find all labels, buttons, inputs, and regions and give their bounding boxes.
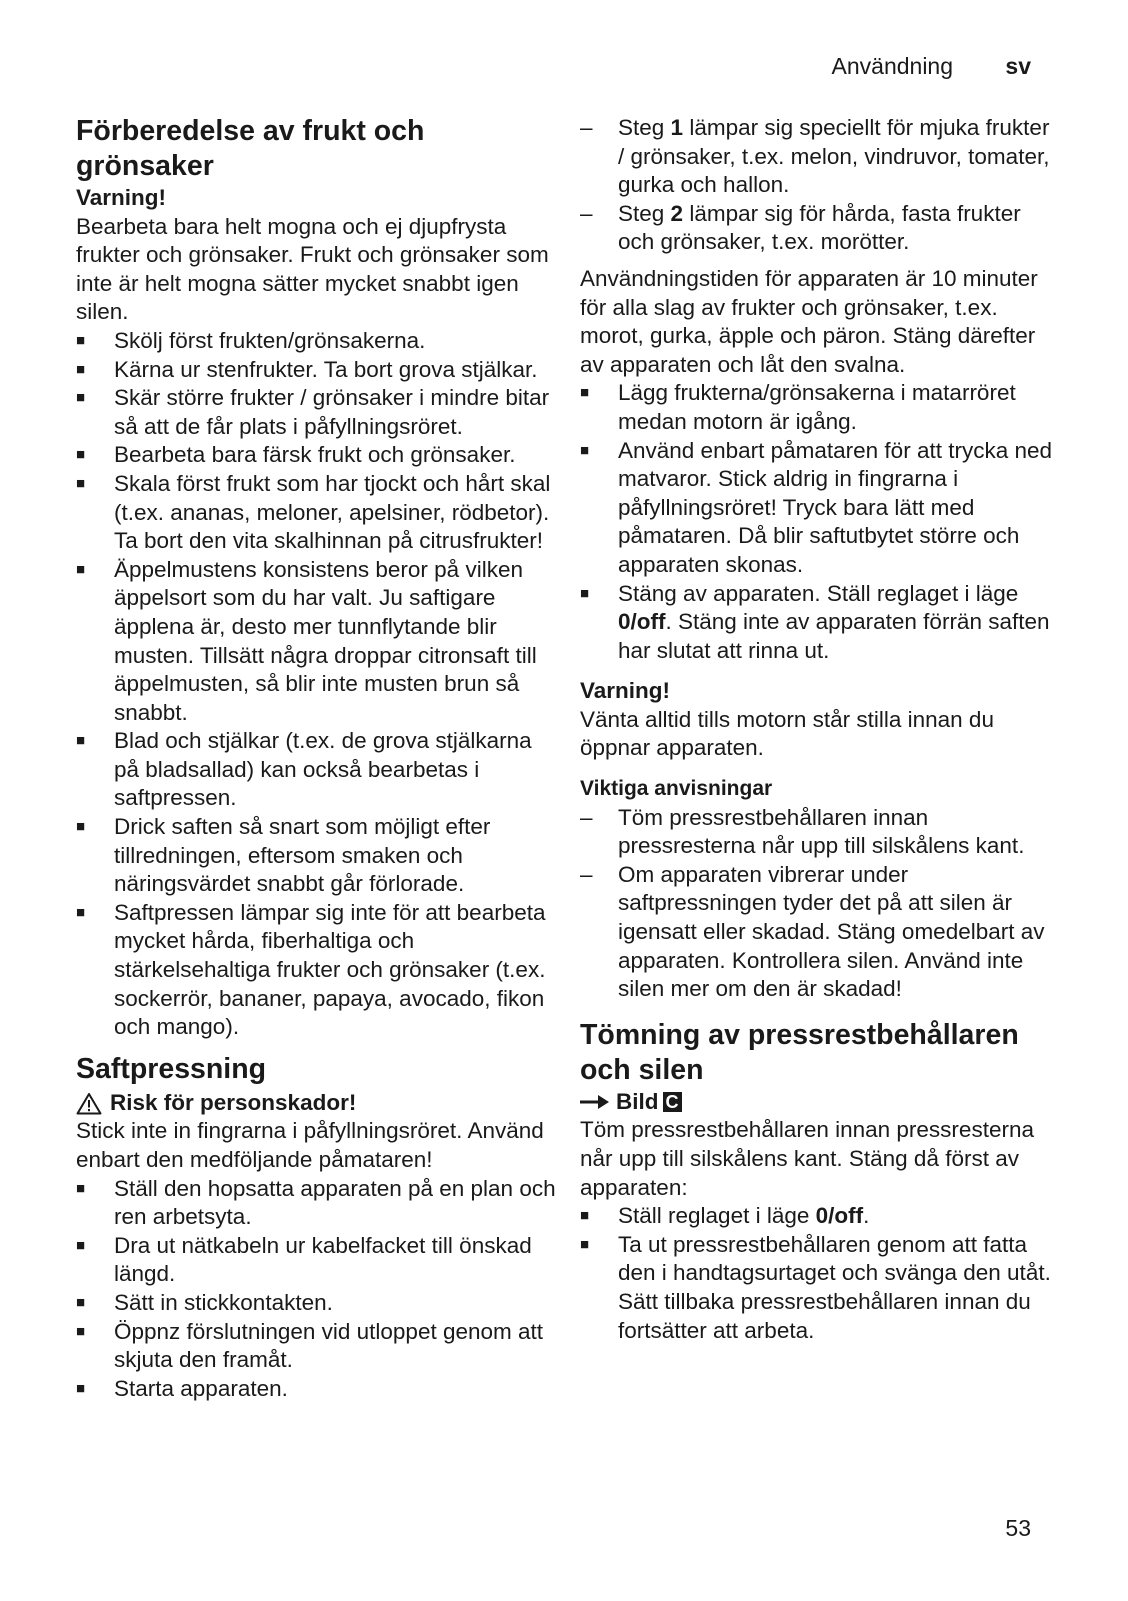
right-column [580, 114, 1055, 1345]
steg2-text-a: Steg [618, 200, 671, 226]
figure-label: Bild [616, 1088, 659, 1114]
empty-text: Töm pressrestbehållaren innan pressresterna når upp till silskålens kant. Stäng då först av apparaten: [580, 1117, 1034, 1200]
list-item: ■ Använd enbart påmataren för att trycka ned matvaror. Stick aldrig in fingrarna i påfyllningsröret! Tryck bara lätt med påmataren. Då blir saftutbytet större och apparaten skonas. [580, 437, 1055, 580]
list-item: ■ Äppelmustens konsistens beror på vilken äppelsort som du har valt. Ju saftigare äpplena är, desto mer tunnflytande blir musten. Tillsätt några droppar citronsaft till äppelmusten, så blir inte musten brun så snabbt. [76, 556, 556, 728]
list-item [580, 1202, 1055, 1231]
switch-text-a: Stäng av apparaten. Ställ reglaget i läge [618, 580, 1019, 606]
steg2-text-b: lämpar sig för hårda, fasta frukter och grönsaker, t.ex. morötter. [618, 200, 1021, 255]
list-item: – Töm pressrestbehållaren innan pressresterna når upp till silskålens kant. [580, 804, 1055, 861]
important-label: Viktiga anvisningar [580, 777, 773, 801]
steg1-text-b: lämpar sig speciellt för mjuka frukter / grönsaker, t.ex. melon, vindruvor, tomater, gurka och hallon. [618, 115, 1050, 198]
usage-warning-label: Varning! [580, 678, 671, 704]
usage-time-text: Användningstiden för apparaten är 10 minuter för alla slag av frukter och grönsaker, t.ex. morot, gurka, äpple och päron. Stäng därefter av apparaten och låt den svalna. [580, 265, 1038, 377]
switch-text-b: . Stäng inte av apparaten förrän saften har slutat att rinna ut. [618, 609, 1050, 663]
empty-heading: Tömning av pressrestbehållaren och silen [580, 1018, 1019, 1086]
prep-warning-text: Bearbeta bara helt mogna och ej djupfrysta frukter och grönsaker. Frukt och grönsaker som inte är helt mogna sätter mycket snabbt igen silen. [76, 213, 549, 325]
steg1-text-a: Steg [618, 115, 671, 140]
list-item: ■ Ställ den hopsatta apparaten på en plan och ren arbetsyta. [76, 1175, 556, 1232]
left-column [76, 114, 556, 1403]
header-section: Användning [831, 53, 954, 79]
arrow-right-icon [580, 1094, 610, 1110]
list-item: ■ Bearbeta bara färsk frukt och grönsaker. [76, 441, 556, 470]
list-item: ■ Starta apparaten. [76, 1375, 556, 1404]
list-item: – Om apparaten vibrerar under saftpressningen tyder det på att silen är igensatt eller skadad. Stäng omedelbart av apparaten. Kontrollera silen. Använd inte silen mer om den är skadad! [580, 861, 1055, 1004]
list-item: ■ Öppnz förslutningen vid utloppet genom att skjuta den framåt. [76, 1318, 556, 1375]
empty-switch-text-a: Ställ reglaget i läge [618, 1203, 816, 1229]
figure-reference [580, 1088, 1055, 1117]
list-item: ■ Kärna ur stenfrukter. Ta bort grova stjälkar. [76, 356, 556, 385]
warning-triangle-icon [76, 1092, 102, 1115]
hazard-text: Stick inte in fingrarna i påfyllningsröret. Använd enbart den medföljande påmataren! [76, 1118, 544, 1172]
empty-switch-position: 0/off [815, 1203, 864, 1229]
important-list [580, 804, 1055, 1004]
list-item: ■ Ta ut pressrestbehållaren genom att fatta den i handtagsurtaget och svänga den utåt. Sätt tillbaka pressrestbehållaren innan du fortsätter att arbeta. [580, 1231, 1055, 1345]
empty-switch-text-b: . [863, 1203, 870, 1229]
saft-list [76, 1175, 556, 1404]
prep-heading: Förberedelse av frukt och grönsaker [76, 115, 425, 182]
list-item: ■ Blad och stjälkar (t.ex. de grova stjälkarna på bladsallad) kan också bearbetas i saftpressen. [76, 727, 556, 813]
list-item: ■ Dra ut nätkabeln ur kabelfacket till önskad längd. [76, 1232, 556, 1289]
list-item: ■ Skala först frukt som har tjockt och hårt skal (t.ex. ananas, meloner, apelsiner, rödbetor). Ta bort den vita skalhinnan på citrusfrukter! [76, 470, 556, 556]
hazard-label: Risk för personskador! [110, 1089, 357, 1115]
usage-warning-text: Vänta alltid tills motorn står stilla innan du öppnar apparaten. [580, 706, 994, 761]
running-header [832, 52, 1031, 80]
list-item: ■ Saftpressen lämpar sig inte för att bearbeta mycket hårda, fiberhaltiga och stärkelsehaltiga frukter och grönsaker (t.ex. sockerrör, bananer, papaya, avocado, fikon och mango). [76, 899, 556, 1042]
prep-warning-label: Varning! [76, 185, 167, 210]
prep-list [76, 327, 556, 1042]
saft-heading: Saftpressning [76, 1052, 267, 1085]
list-item [580, 114, 1055, 200]
list-item: ■ Drick saften så snart som möjligt efter tillredningen, eftersom smaken och näringsvärdet snabbt går förlorade. [76, 813, 556, 899]
list-item: ■ Skölj först frukten/grönsakerna. [76, 327, 556, 356]
steg1-number: 1 [670, 115, 684, 140]
list-item: ■ Lägg frukterna/grönsakerna i matarröret medan motorn är igång. [580, 379, 1055, 436]
usage-list [580, 379, 1055, 665]
list-item [580, 200, 1055, 257]
list-item: ■ Sätt in stickkontakten. [76, 1289, 556, 1318]
figure-letter-box: C [663, 1092, 682, 1112]
page-number: 53 [1005, 1515, 1031, 1541]
empty-list [580, 1202, 1055, 1345]
header-language: sv [1005, 53, 1031, 79]
hazard-warning [76, 1089, 556, 1118]
list-item: ■ Skär större frukter / grönsaker i mindre bitar så att de får plats i påfyllningsröret. [76, 384, 556, 441]
steg2-number: 2 [670, 200, 684, 226]
steg-list [580, 114, 1055, 257]
switch-position: 0/off [618, 609, 666, 635]
list-item [580, 580, 1055, 666]
